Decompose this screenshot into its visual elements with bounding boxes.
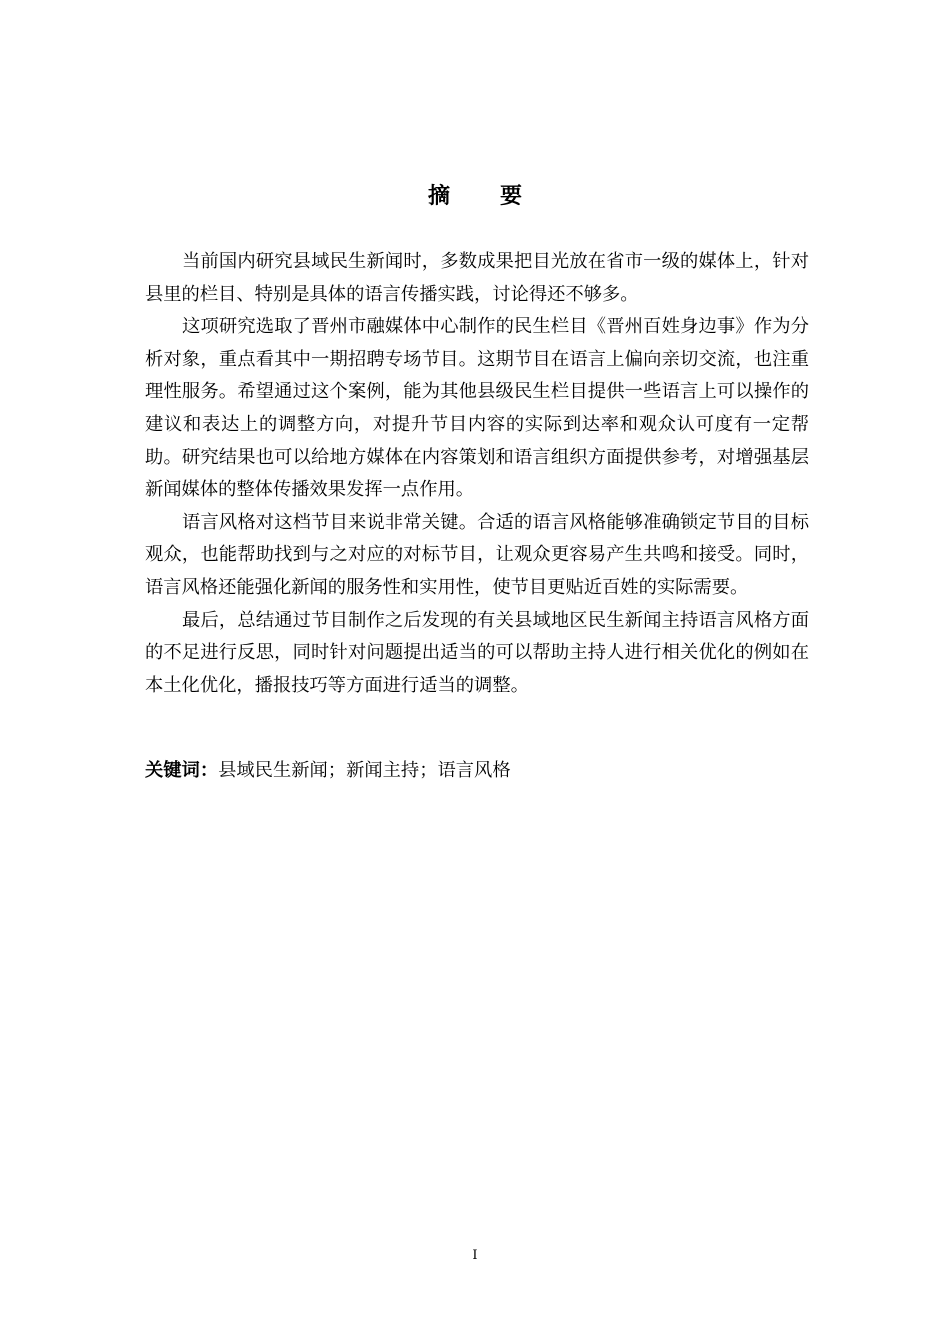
keywords-label: 关键词： xyxy=(145,760,219,781)
abstract-paragraph: 这项研究选取了晋州市融媒体中心制作的民生栏目《晋州百姓身边事》作为分析对象，重点看其中一期招聘专场节目。这期节目在语言上偏向亲切交流，也注重理性服务。希望通过这个案例，能为其他县级民生栏目提供一些语言上可以操作的建议和表达上的调整方向，对提升节目内容的实际到达率和观众认可度有一定帮助。研究结果也可以给地方媒体在内容策划和语言组织方面提供参考，对增强基层新闻媒体的整体传播效果发挥一点作用。 xyxy=(145,316,809,501)
abstract-title-part1: 摘 xyxy=(427,184,450,209)
abstract-title xyxy=(0,181,950,213)
abstract-title-part2: 要 xyxy=(500,184,523,209)
keywords-value: 县域民生新闻；新闻主持；语言风格 xyxy=(218,760,511,781)
abstract-body xyxy=(145,246,809,702)
abstract-paragraph: 当前国内研究县域民生新闻时，多数成果把目光放在省市一级的媒体上，针对县里的栏目、特别是具体的语言传播实践，讨论得还不够多。 xyxy=(145,251,809,305)
keywords-line xyxy=(145,755,809,787)
abstract-paragraph: 最后，总结通过节目制作之后发现的有关县域地区民生新闻主持语言风格方面的不足进行反思，同时针对问题提出适当的可以帮助主持人进行相关优化的例如在本土化优化，播报技巧等方面进行适当的调整。 xyxy=(145,609,809,696)
page-number: I xyxy=(472,1248,478,1263)
abstract-paragraph: 语言风格对这档节目来说非常关键。合适的语言风格能够准确锁定节目的目标观众，也能帮助找到与之对应的对标节目，让观众更容易产生共鸣和接受。同时，语言风格还能强化新闻的服务性和实用性，使节目更贴近百姓的实际需要。 xyxy=(145,511,809,598)
